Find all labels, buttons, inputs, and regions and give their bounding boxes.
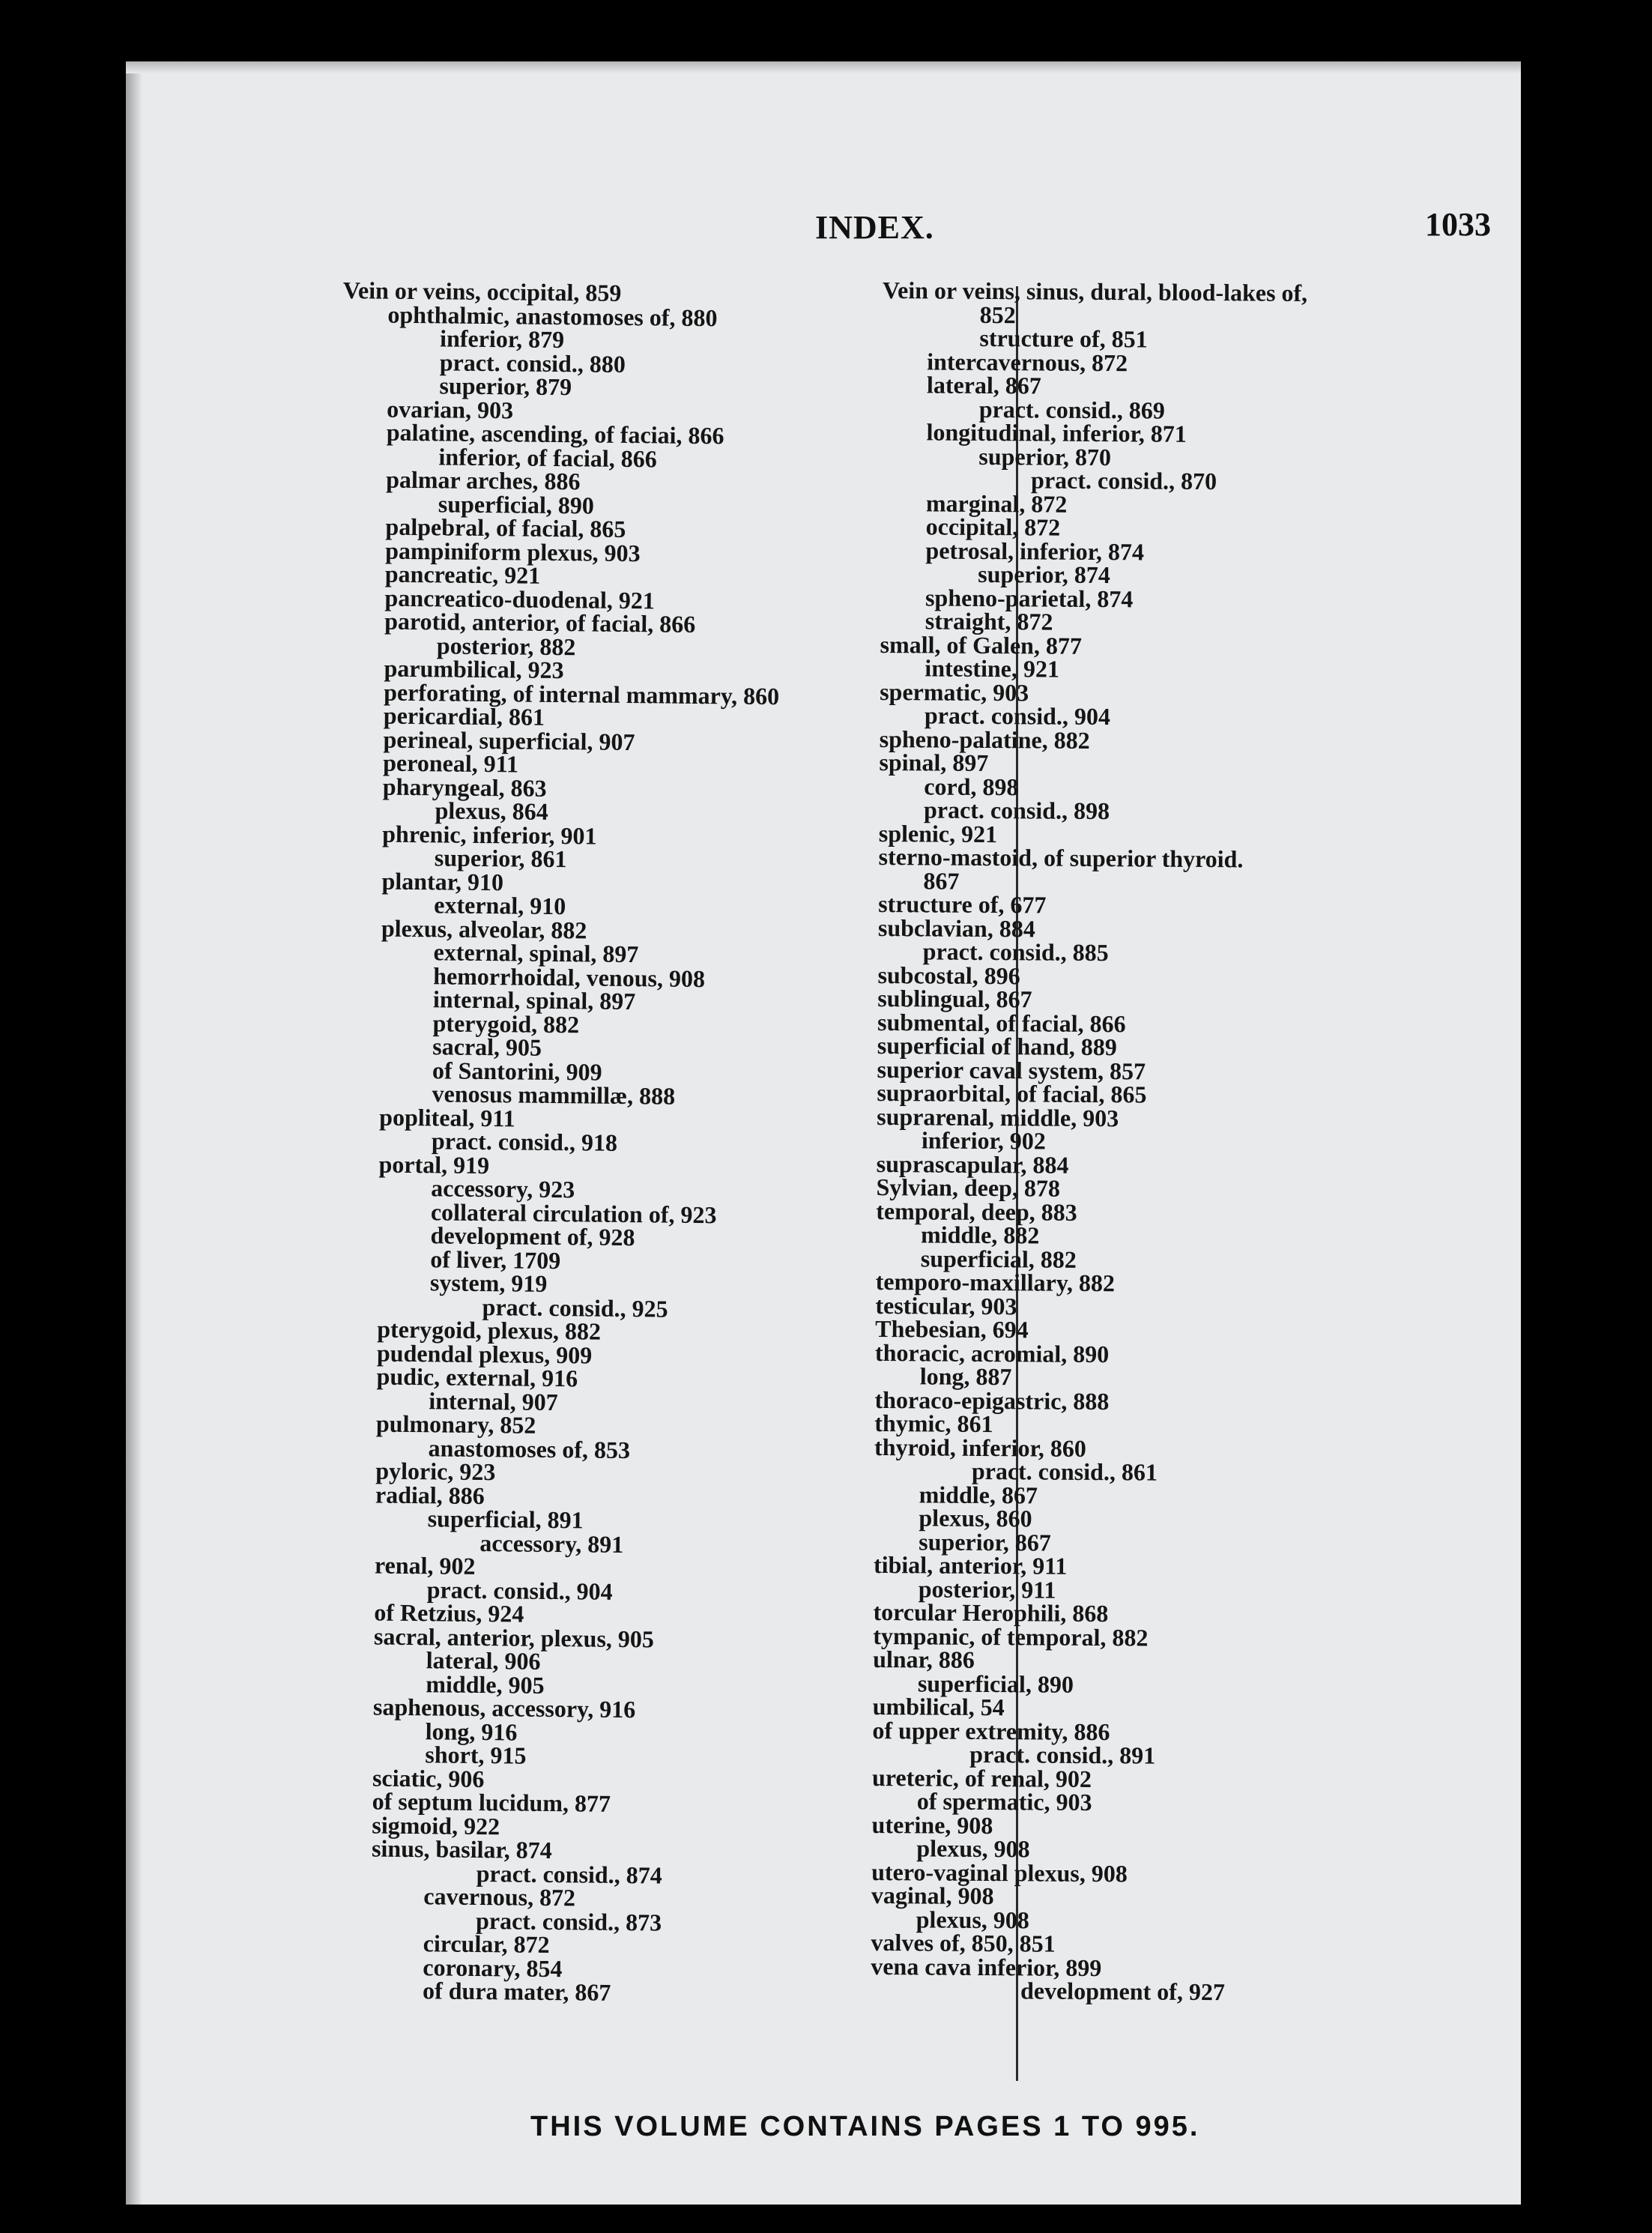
index-entry: plantar, 910	[381, 867, 504, 895]
index-entry: hemorrhoidal, venous, 908	[433, 961, 706, 992]
index-entry: plexus, 864	[435, 797, 548, 825]
index-entry: perforating, of internal mammary, 860	[384, 678, 780, 710]
index-entry: external, spinal, 897	[433, 938, 639, 968]
index-entry: lateral, 906	[426, 1646, 541, 1675]
index-entry: testicular, 903	[875, 1291, 1017, 1320]
index-entry: of spermatic, 903	[916, 1787, 1092, 1816]
index-entry: pract. consid., 891	[969, 1740, 1156, 1769]
index-entry: superior, 861	[434, 844, 567, 873]
index-entry: pancreatic, 921	[384, 560, 541, 589]
index-entry: development of, 927	[1020, 1977, 1226, 2006]
index-entry: development of, 928	[430, 1221, 635, 1251]
index-entry: pract. consid., 918	[431, 1127, 618, 1156]
index-entry: of septum lucidum, 877	[372, 1787, 611, 1817]
index-entry: portal, 919	[378, 1150, 490, 1179]
index-entry: phrenic, inferior, 901	[382, 820, 597, 850]
index-entry: cavernous, 872	[423, 1882, 576, 1912]
index-entry: pract. consid., 904	[426, 1575, 613, 1605]
index-entry: thoracic, acromial, 890	[874, 1338, 1110, 1368]
index-entry: sigmoid, 922	[372, 1811, 500, 1840]
index-entry: cord, 898	[924, 772, 1019, 800]
index-entry: superficial, 891	[427, 1505, 584, 1534]
index-entry: inferior, 879	[439, 324, 565, 354]
index-entry: parumbilical, 923	[384, 654, 564, 684]
index-entry: 867	[923, 866, 960, 895]
index-entry: sterno-mastoid, of superior thyroid.	[878, 842, 1244, 873]
index-entry: inferior, of facial, 866	[438, 442, 657, 472]
index-entry: pract. consid., 880	[439, 348, 626, 378]
page-number: 1033	[1425, 206, 1491, 243]
index-entry: posterior, 911	[918, 1574, 1056, 1604]
index-entry: small, of Galen, 877	[880, 630, 1083, 659]
index-entry: collateral circulation of, 923	[430, 1197, 717, 1228]
index-entry: peroneal, 911	[383, 749, 519, 778]
index-entry: internal, 907	[429, 1386, 558, 1415]
index-entry: spermatic, 903	[880, 677, 1029, 706]
index-entry: uterine, 908	[871, 1810, 993, 1839]
index-entry: pampiniform plexus, 903	[385, 537, 641, 566]
index-entry: suprarenal, middle, 903	[877, 1102, 1119, 1131]
index-entry: radial, 886	[375, 1481, 485, 1509]
index-entry: superior caval system, 857	[877, 1055, 1146, 1084]
index-entry: ophthalmic, anastomoses of, 880	[387, 300, 718, 331]
index-entry: system, 919	[429, 1269, 548, 1297]
index-entry: 852	[979, 300, 1016, 328]
index-entry: superior, 867	[919, 1527, 1051, 1556]
index-entry: intestine, 921	[925, 654, 1060, 683]
index-entry: posterior, 882	[436, 631, 576, 660]
index-entry: pract. consid., 925	[482, 1293, 668, 1323]
index-entry: pharyngeal, 863	[382, 773, 547, 802]
index-entry: of upper extremity, 886	[872, 1716, 1110, 1745]
index-entry: ovarian, 903	[387, 395, 514, 423]
index-entry: lateral, 867	[926, 371, 1041, 399]
index-entry: pract. consid., 885	[922, 937, 1109, 967]
index-entry: subcostal, 896	[877, 961, 1020, 989]
index-entry: submental, of facial, 866	[877, 1008, 1126, 1037]
index-entry: of Retzius, 924	[374, 1598, 524, 1628]
index-entry: intercavernous, 872	[927, 347, 1128, 376]
index-entry: pract. consid., 861	[971, 1457, 1158, 1486]
index-entry: umbilical, 54	[872, 1692, 1005, 1721]
index-entry: sinus, basilar, 874	[371, 1834, 552, 1864]
index-entry: splenic, 921	[878, 819, 998, 847]
index-entry: of liver, 1709	[430, 1245, 561, 1274]
index-entry: parotid, anterior, of facial, 866	[384, 607, 696, 638]
index-entry: pyloric, 923	[375, 1457, 496, 1486]
index-entry: pericardial, 861	[383, 701, 545, 731]
index-entry: venosus mammillæ, 888	[432, 1080, 676, 1110]
index-entry: sacral, 905	[432, 1033, 542, 1061]
index-entry: occipital, 872	[925, 513, 1061, 541]
index-entry: middle, 867	[919, 1480, 1038, 1508]
index-entry: pract. consid., 870	[1031, 466, 1217, 495]
index-entry: thoraco-epigastric, 888	[874, 1386, 1110, 1415]
index-entry: middle, 882	[920, 1221, 1040, 1249]
index-entry: pract. consid., 869	[978, 395, 1165, 424]
index-entry: superficial of hand, 889	[877, 1031, 1118, 1061]
index-entry: temporal, deep, 883	[876, 1197, 1077, 1226]
index-entry: superficial, 890	[917, 1669, 1074, 1698]
index-entry: pulmonary, 852	[375, 1409, 536, 1439]
index-entry: pancreatico-duodenal, 921	[384, 584, 656, 614]
index-entry: ureteric, of renal, 902	[871, 1763, 1092, 1792]
index-entry: Vein or veins, occipital, 859	[342, 277, 622, 306]
index-entry: supraorbital, of facial, 865	[877, 1078, 1147, 1108]
volume-note: THIS VOLUME CONTAINS PAGES 1 TO 995.	[530, 2111, 1200, 2142]
running-head: INDEX.	[815, 209, 934, 246]
index-entry: palmar arches, 886	[386, 465, 581, 495]
index-entry: spheno-palatine, 882	[879, 725, 1090, 754]
scanned-page	[126, 61, 1521, 2205]
index-entry: structure of, 677	[878, 889, 1047, 919]
index-entry: of Santorini, 909	[432, 1056, 602, 1086]
index-entry: anastomoses of, 853	[428, 1433, 631, 1463]
index-entry: external, 910	[434, 891, 566, 920]
index-entry: Vein or veins, sinus, dural, blood-lakes of,	[882, 277, 1308, 306]
index-entry: long, 887	[919, 1362, 1012, 1391]
index-entry: perineal, superficial, 907	[383, 725, 635, 755]
index-entry: longitudinal, inferior, 871	[926, 418, 1187, 447]
index-entry: inferior, 902	[921, 1126, 1047, 1155]
index-entry: pterygoid, plexus, 882	[377, 1315, 602, 1345]
index-entry: long, 916	[425, 1717, 518, 1746]
index-entry: plexus, 860	[919, 1504, 1032, 1532]
index-entry: superior, 870	[978, 442, 1112, 471]
index-entry: plexus, 908	[916, 1905, 1029, 1933]
index-entry: pudendal plexus, 909	[376, 1339, 593, 1369]
index-entry: circular, 872	[423, 1930, 550, 1959]
binding-shadow	[126, 61, 142, 2205]
index-entry: superior, 874	[978, 560, 1110, 589]
index-entry: plexus, 908	[916, 1834, 1030, 1863]
index-entry: of dura mater, 867	[422, 1977, 611, 2006]
index-entry: palpebral, of facial, 865	[385, 513, 626, 543]
index-entry: subclavian, 884	[877, 913, 1035, 942]
index-entry: vena cava inferior, 899	[871, 1952, 1102, 1981]
index-entry: ulnar, 886	[873, 1645, 975, 1673]
index-entry: saphenous, accessory, 916	[372, 1693, 636, 1723]
index-entry: suprascapular, 884	[876, 1149, 1069, 1179]
index-entry: pract. consid., 904	[924, 701, 1111, 731]
index-entry: temporo-maxillary, 882	[875, 1267, 1116, 1297]
index-entry: middle, 905	[426, 1670, 545, 1699]
index-entry: spinal, 897	[879, 748, 989, 777]
index-entry: structure of, 851	[979, 324, 1148, 353]
index-entry: superior, 879	[439, 372, 572, 401]
index-entry: Thebesian, 694	[875, 1314, 1029, 1344]
index-entry: pract. consid., 873	[475, 1906, 662, 1936]
index-column-right	[871, 279, 1542, 2007]
top-edge-shadow	[126, 61, 1521, 73]
index-entry: plexus, alveolar, 882	[381, 914, 587, 943]
index-entry: accessory, 923	[431, 1174, 575, 1203]
index-entry: coronary, 854	[423, 1953, 563, 1982]
index-entry: short, 915	[425, 1741, 527, 1769]
index-entry: palatine, ascending, of faciai, 866	[386, 418, 724, 450]
index-entry: spheno-parietal, 874	[925, 583, 1134, 612]
index-entry: superficial, 890	[438, 489, 595, 519]
index-entry: petrosal, inferior, 874	[925, 536, 1145, 565]
index-entry: torcular Herophili, 868	[873, 1598, 1109, 1628]
index-entry: marginal, 872	[925, 489, 1068, 518]
index-entry: tympanic, of temporal, 882	[873, 1622, 1149, 1652]
index-entry: vaginal, 908	[871, 1881, 994, 1910]
index-entry: renal, 902	[374, 1551, 476, 1580]
index-entry: popliteal, 911	[379, 1103, 515, 1131]
index-entry: pterygoid, 882	[432, 1009, 580, 1038]
index-entry: pract. consid., 874	[476, 1859, 662, 1889]
index-entry: superficial, 882	[920, 1244, 1077, 1273]
index-entry: internal, spinal, 897	[432, 985, 636, 1015]
index-entry: pract. consid., 898	[923, 796, 1110, 825]
index-entry: Sylvian, deep, 878	[876, 1173, 1061, 1202]
index-entry: pudic, external, 916	[376, 1362, 578, 1392]
index-entry: tibial, anterior, 911	[873, 1550, 1068, 1580]
index-entry: sciatic, 906	[372, 1764, 485, 1792]
index-entry: thyroid, inferior, 860	[874, 1433, 1086, 1462]
index-entry: accessory, 891	[479, 1529, 624, 1558]
index-entry: thymic, 861	[874, 1409, 993, 1438]
index-entry: straight, 872	[925, 607, 1053, 635]
index-entry: sublingual, 867	[877, 984, 1032, 1013]
index-entry: valves of, 850, 851	[871, 1928, 1056, 1957]
index-entry: utero-vaginal plexus, 908	[871, 1858, 1128, 1887]
index-entry: sacral, anterior, plexus, 905	[373, 1622, 655, 1652]
